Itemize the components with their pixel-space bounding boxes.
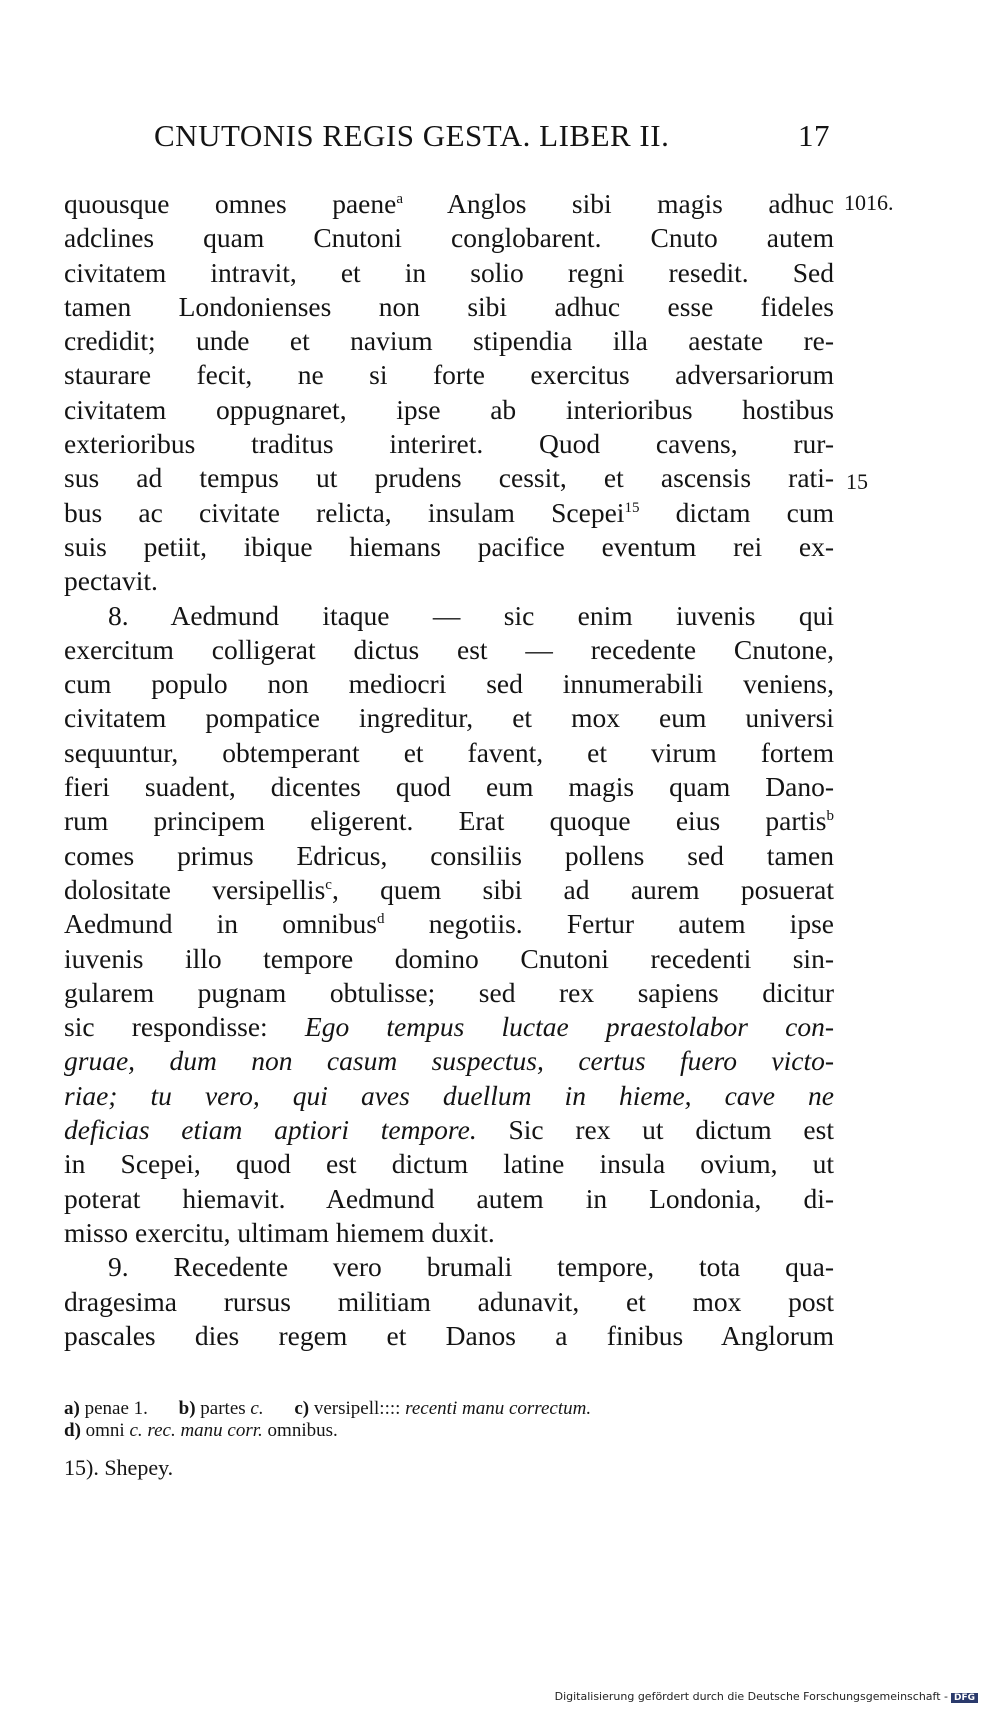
text-line: tamen Londonienses non sibi adhuc esse fideles [64, 290, 834, 322]
text-line: pectavit. [64, 565, 158, 597]
text-line: civitatem intravit, et in solio regni resedit. Sed [64, 256, 834, 288]
source-note: 15). Shepey. [64, 1455, 174, 1480]
credit-text: Digitalisierung gefördert durch die Deutsche Forschungsgemeinschaft - [554, 1690, 948, 1703]
page-number: 17 [798, 118, 830, 153]
text-line: Aedmund in omnibus$^d$ negotiis. Fertur autem ipse [64, 908, 834, 940]
text-line: exterioribus traditus interiret. Quod cavens, rur- [64, 428, 834, 460]
text-line: credidit; unde et navium stipendia illa aestate re- [64, 325, 834, 357]
text-line: comes primus Edricus, consiliis pollens sed tamen [64, 839, 834, 871]
text-line: civitatem oppugnaret, ipse ab interioribus hostibus [64, 393, 834, 425]
footnote-d: d) omni c. rec. manu corr. omnibus. [64, 1420, 338, 1441]
footnote-marker: c [325, 876, 332, 893]
digitization-credit [555, 1690, 978, 1703]
text-line: in Scepei, quod est dictum latine insula ovium, ut [64, 1148, 834, 1180]
text-line: dragesima rursus militiam adunavit, et mox post [64, 1285, 834, 1317]
text-line: 9. Recedente vero brumali tempore, tota qua- [108, 1251, 834, 1283]
text-line: adclines quam Cnutoni conglobarent. Cnuto autem [64, 222, 834, 254]
text-line: gularem pugnam obtulisse; sed rex sapiens dicitur [64, 976, 834, 1008]
margin-line-number: 15 [846, 469, 868, 494]
text-line: dolositate versipellis$^c$, quem sibi ad aurem posuerat [64, 873, 834, 905]
text-line: iuvenis illo tempore domino Cnutoni recedenti sin- [64, 942, 834, 974]
footnotes-row-1 [64, 1398, 617, 1420]
text-line: civitatem pompatice ingreditur, et mox eum universi [64, 702, 834, 734]
margin-year: 1016. [844, 190, 894, 215]
running-header [154, 118, 830, 154]
text-line: suis petiit, ibique hiemans pacifice eventum rei ex- [64, 530, 834, 562]
text-line: sic respondisse: Ego tempus luctae praestolabor con- [64, 1011, 834, 1043]
body-text [64, 187, 834, 1353]
footnote-marker: b [826, 808, 834, 825]
text-line: exercitum colligerat dictus est — recedente Cnutone, [64, 633, 834, 665]
header-title: CNUTONIS REGIS GESTA. LIBER II. [154, 118, 670, 153]
footnote-a: a) penae 1. [64, 1398, 148, 1419]
text-line: cum populo non mediocri sed innumerabili veniens, [64, 668, 834, 700]
text-line: rum principem eligerent. Erat quoque eius partis$^b$ [64, 805, 834, 837]
footnotes-row-2 [64, 1420, 364, 1442]
footnote-marker: 15 [624, 499, 640, 516]
text-line: quousque omnes paene$^a$ Anglos sibi magis adhuc [64, 188, 834, 219]
text-line: riae; tu vero, qui aves duellum in hieme, cave ne [64, 1079, 834, 1111]
text-line: bus ac civitate relicta, insulam Scepei$^{15}$ dictam cum [64, 496, 834, 528]
text-line: pascales dies regem et Danos a finibus Anglorum [64, 1319, 834, 1351]
dfg-logo: DFG [951, 1693, 978, 1703]
text-line: sequuntur, obtemperant et favent, et virum fortem [64, 736, 834, 768]
text-line: fieri suadent, dicentes quod eum magis quam Dano- [64, 771, 834, 803]
footnote-marker: d [377, 911, 385, 928]
text-line: 8. Aedmund itaque — sic enim iuvenis qui [108, 599, 834, 631]
footnote-c: c) versipell:::: recenti manu correctum. [294, 1398, 592, 1419]
footnote-b: b) partes c. [178, 1398, 264, 1419]
text-line: staurare fecit, ne si forte exercitus adversariorum [64, 359, 834, 391]
text-line: gruae, dum non casum suspectus, certus fuero victo- [64, 1045, 834, 1077]
text-line: misso exercitu, ultimam hiemem duxit. [64, 1216, 495, 1248]
footnote-marker: a [396, 191, 403, 207]
text-line: deficias etiam aptiori tempore. Sic rex ut dictum est [64, 1114, 834, 1146]
text-line: poterat hiemavit. Aedmund autem in Londonia, di- [64, 1182, 834, 1214]
text-line: sus ad tempus ut prudens cessit, et ascensis rati- [64, 462, 834, 494]
